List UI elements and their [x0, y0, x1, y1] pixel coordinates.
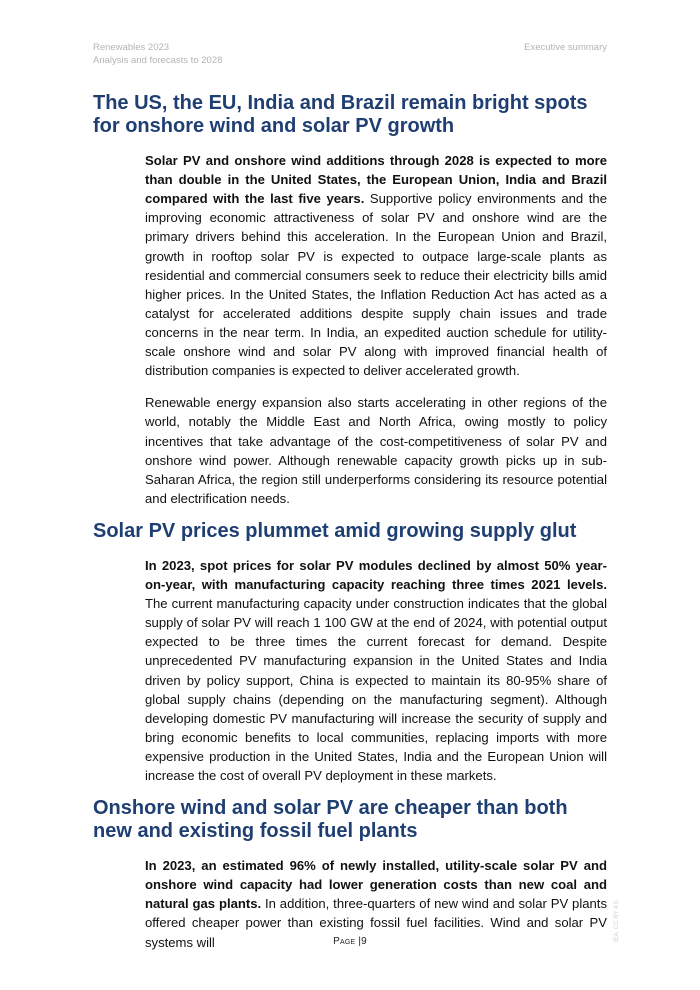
section-heading: Solar PV prices plummet amid growing supply glut: [93, 519, 577, 542]
body-text: Renewable energy expansion also starts accelerating in other regions of the world, notably the Middle East and North Africa, owing mostly to policy incentives that take advantage of the cost-competitiveness of solar PV and onshore wind power. Although renewable capacity growth picks up in sub-Saharan Africa, the region still underperforms considering its resource potential and electrification needs.: [145, 395, 607, 506]
section-cheaper-than-fossil: [93, 797, 607, 952]
license-notice: IEA. CC BY 4.0.: [614, 899, 620, 942]
section-heading: Onshore wind and solar PV are cheaper than both new and existing fossil fuel plants: [93, 797, 568, 843]
report-info: [93, 41, 222, 67]
section-us-eu-india-brazil: [93, 92, 607, 508]
paragraph: [145, 393, 607, 508]
lead-sentence: Solar PV and onshore wind additions through 2028 is expected to more than double in the United States, the European Union, India and Brazil compared with the last five years.: [145, 153, 607, 207]
body-text: In addition, three-quarters of new wind and solar PV plants offered cheaper power than existing fossil fuel facilities. Wind and solar PV systems will: [145, 896, 607, 950]
page-separator: |: [358, 936, 362, 947]
lead-sentence: In 2023, an estimated 96% of newly installed, utility-scale solar PV and onshore wind capacity had lower generation costs than new coal and natural gas plants.: [145, 858, 607, 912]
page-number: 9: [361, 936, 367, 947]
paragraph: [145, 556, 607, 785]
paragraph: [145, 151, 607, 380]
report-title: Renewables 2023: [93, 42, 170, 53]
section-solar-prices: [93, 520, 607, 785]
lead-sentence: In 2023, spot prices for solar PV modules declined by almost 50% year-on-year, with manufacturing capacity reaching three times 2021 levels.: [145, 557, 607, 593]
page-label: Page: [333, 936, 356, 947]
body-text: Supportive policy environments and the improving economic attractiveness of solar PV and onshore wind are the primary drivers behind this acceleration. In the European Union and Brazil, growth in rooftop solar PV is expected to outpace large-scale plants as residential and commercial consumers seek to reduce their electricity bills amid higher prices. In the United States, the Inflation Reduction Act has acted as a catalyst for accelerated additions despite supply chain issues and trade concerns in the near term. In India, an expedited auction schedule for utility-scale onshore wind and solar PV along with improved financial health of distribution companies is expected to deliver accelerated growth.: [145, 191, 607, 379]
body-text: The current manufacturing capacity under construction indicates that the global supply of solar PV will reach 1 100 GW at the end of 2024, with potential output expected to be three times the current forecast for demand. Despite unprecedented PV manufacturing expansion in the United States and India driven by policy support, China is expected to maintain its 80-95% share of global supply chains (depending on the manufacturing segment). Although developing domestic PV manufacturing will increase the security of supply and bring economic benefits to local communities, replacing imports with more expensive production in the United States, India and the European Union will increase the cost of overall PV deployment in these markets.: [145, 596, 607, 783]
chapter-name: Executive summary: [524, 42, 607, 53]
page-number-footer: [0, 936, 700, 947]
section-heading: The US, the EU, India and Brazil remain bright spots for onshore wind and solar PV growth: [93, 92, 588, 137]
page-content: [93, 92, 607, 964]
report-subtitle: Analysis and forecasts to 2028: [93, 55, 223, 66]
